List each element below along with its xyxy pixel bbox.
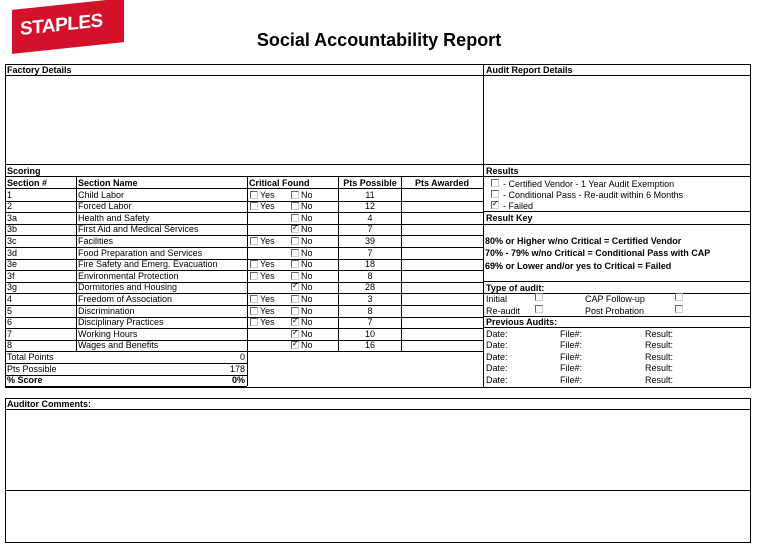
- pts-possible-value: 8: [367, 270, 373, 281]
- pts-awarded-input[interactable]: [403, 190, 481, 200]
- critical-no-checkbox[interactable]: [291, 295, 299, 303]
- pts-possible-value: 16: [364, 340, 375, 351]
- audit-type-cap-checkbox[interactable]: [675, 293, 683, 301]
- previous-audit-date: Date:: [486, 363, 508, 374]
- previous-audit-file: File#:: [560, 340, 583, 351]
- section-number: 3b: [7, 224, 18, 235]
- audit-report-details-label: Audit Report Details: [486, 65, 573, 75]
- pts-awarded-input[interactable]: [403, 317, 481, 327]
- section-number: 2: [7, 201, 13, 212]
- section-number: 7: [7, 328, 13, 339]
- section-name: Disciplinary Practices: [78, 317, 164, 328]
- section-name: First Aid and Medical Services: [78, 224, 199, 235]
- audit-type-reaudit-checkbox[interactable]: [535, 305, 543, 313]
- previous-audit-file: File#:: [560, 374, 583, 385]
- section-number: 6: [7, 317, 13, 328]
- pts-awarded-input[interactable]: [403, 282, 481, 292]
- previous-audit-result: Result:: [645, 374, 674, 385]
- critical-yes-label: Yes: [260, 235, 275, 246]
- section-name: Wages and Benefits: [78, 340, 159, 351]
- pts-possible-value: 11: [365, 189, 375, 200]
- critical-no-checkbox[interactable]: [291, 191, 299, 199]
- scoring-label: Scoring: [7, 166, 41, 176]
- col-critical-found: Critical Found: [249, 178, 310, 188]
- previous-audit-result: Result:: [645, 328, 674, 339]
- pts-possible-value: 12: [364, 201, 375, 212]
- totals-label: Pts Possible: [7, 363, 57, 374]
- result-key-line: 70% - 79% w/no Critical = Conditional Pass with CAP: [485, 248, 711, 259]
- pts-awarded-input[interactable]: [403, 248, 481, 258]
- previous-audit-date: Date:: [486, 374, 508, 385]
- critical-no-checkbox[interactable]: [291, 237, 299, 245]
- critical-no-checkbox[interactable]: [291, 330, 299, 338]
- critical-no-checkbox[interactable]: [291, 283, 299, 291]
- section-name: Child Labor: [78, 189, 125, 200]
- result-option: - Failed: [503, 200, 534, 211]
- staples-logo: STAPLES: [12, 0, 124, 54]
- pts-possible-value: 7: [367, 224, 373, 235]
- critical-no-label: No: [301, 235, 313, 246]
- critical-no-label: No: [301, 224, 313, 235]
- critical-no-checkbox[interactable]: [291, 249, 299, 257]
- critical-yes-label: Yes: [260, 305, 275, 316]
- pts-awarded-input[interactable]: [403, 306, 481, 316]
- auditor-comments-area[interactable]: [6, 410, 750, 489]
- section-name: Health and Safety: [78, 212, 150, 223]
- section-number: 5: [7, 305, 13, 316]
- critical-no-label: No: [301, 189, 313, 200]
- pts-possible-value: 4: [367, 212, 373, 223]
- result-checkbox[interactable]: [491, 201, 499, 209]
- critical-no-label: No: [301, 201, 313, 212]
- pts-possible-value: 8: [367, 305, 373, 316]
- pts-awarded-input[interactable]: [403, 201, 481, 211]
- result-option: - Certified Vendor - 1 Year Audit Exemption: [503, 178, 675, 189]
- pts-awarded-input[interactable]: [403, 213, 481, 223]
- critical-yes-label: Yes: [260, 293, 275, 304]
- col-section-name: Section Name: [78, 178, 138, 188]
- audit-type-probation-checkbox[interactable]: [675, 305, 683, 313]
- section-number: 3c: [7, 235, 17, 246]
- section-name: Dormitories and Housing: [78, 282, 178, 293]
- audit-type-reaudit-label: Re-audit: [486, 306, 521, 316]
- audit-type-initial-checkbox[interactable]: [535, 293, 543, 301]
- section-name: Working Hours: [78, 328, 138, 339]
- audit-type-probation-label: Post Probation: [585, 306, 645, 316]
- section-name: Discrimination: [78, 305, 135, 316]
- pts-possible-value: 28: [364, 282, 375, 293]
- section-number: 3d: [7, 247, 18, 258]
- critical-yes-checkbox[interactable]: [250, 202, 258, 210]
- pts-awarded-input[interactable]: [403, 340, 481, 350]
- previous-audits-label: Previous Audits:: [486, 317, 558, 327]
- pts-possible-value: 10: [364, 328, 375, 339]
- section-name: Environmental Protection: [78, 270, 179, 281]
- critical-yes-label: Yes: [260, 201, 275, 212]
- pts-awarded-input[interactable]: [403, 236, 481, 246]
- critical-no-label: No: [301, 270, 313, 281]
- critical-no-checkbox[interactable]: [291, 307, 299, 315]
- col-pts-awarded: Pts Awarded: [414, 178, 470, 188]
- previous-audit-file: File#:: [560, 328, 583, 339]
- critical-no-checkbox[interactable]: [291, 341, 299, 349]
- pts-possible-value: 7: [367, 317, 373, 328]
- audit-type-cap-label: CAP Follow-up: [585, 294, 645, 304]
- critical-no-label: No: [301, 328, 313, 339]
- critical-yes-checkbox[interactable]: [250, 237, 258, 245]
- auditor-comments-label: Auditor Comments:: [7, 399, 91, 409]
- section-number: 3g: [7, 282, 18, 293]
- critical-no-checkbox[interactable]: [291, 318, 299, 326]
- factory-details-area[interactable]: [6, 76, 482, 163]
- pts-possible-value: 3: [367, 293, 373, 304]
- factory-details-label: Factory Details: [7, 65, 72, 75]
- type-of-audit-label: Type of audit:: [486, 283, 545, 293]
- critical-no-label: No: [301, 247, 313, 258]
- section-name: Forced Labor: [78, 201, 132, 212]
- section-number: 3a: [7, 212, 18, 223]
- pts-awarded-input[interactable]: [403, 329, 481, 339]
- previous-audit-date: Date:: [486, 340, 508, 351]
- pts-awarded-input[interactable]: [403, 271, 481, 281]
- section-number: 1: [7, 189, 13, 200]
- previous-audit-result: Result:: [645, 351, 674, 362]
- pts-awarded-input[interactable]: [403, 259, 481, 269]
- pts-awarded-input[interactable]: [403, 294, 481, 304]
- pts-possible-value: 7: [367, 247, 373, 258]
- critical-no-label: No: [301, 305, 313, 316]
- critical-no-label: No: [301, 282, 313, 293]
- pts-possible-value: 18: [364, 259, 375, 270]
- critical-yes-checkbox[interactable]: [250, 295, 258, 303]
- previous-audit-date: Date:: [486, 351, 508, 362]
- section-number: 3e: [7, 259, 18, 270]
- col-section: Section #: [7, 178, 48, 188]
- critical-yes-checkbox[interactable]: [250, 191, 258, 199]
- previous-audit-result: Result:: [645, 340, 674, 351]
- result-key-label: Result Key: [486, 213, 533, 223]
- audit-type-initial-label: Initial: [486, 294, 508, 304]
- critical-yes-label: Yes: [260, 189, 275, 200]
- totals-value: 0: [239, 351, 245, 362]
- totals-label: Total Points: [7, 351, 54, 362]
- pts-possible-value: 39: [364, 235, 375, 246]
- section-number: 8: [7, 340, 13, 351]
- section-name: Fire Safety and Emerg. Evacuation: [78, 259, 218, 270]
- results-label: Results: [486, 166, 519, 176]
- critical-no-checkbox[interactable]: [291, 225, 299, 233]
- totals-label: % Score: [7, 375, 43, 386]
- audit-report-details-area[interactable]: [484, 76, 750, 163]
- critical-no-label: No: [301, 340, 313, 351]
- critical-yes-checkbox[interactable]: [250, 260, 258, 268]
- critical-yes-checkbox[interactable]: [250, 318, 258, 326]
- previous-audit-file: File#:: [560, 351, 583, 362]
- critical-no-label: No: [301, 317, 313, 328]
- critical-yes-checkbox[interactable]: [250, 307, 258, 315]
- section-number: 4: [7, 293, 13, 304]
- previous-audit-date: Date:: [486, 328, 508, 339]
- page-title: Social Accountability Report: [256, 30, 502, 50]
- critical-yes-checkbox[interactable]: [250, 272, 258, 280]
- result-key-line: 69% or Lower and/or yes to Critical = Failed: [485, 260, 672, 271]
- previous-audit-result: Result:: [645, 363, 674, 374]
- result-option: - Conditional Pass - Re-audit within 6 Months: [503, 189, 684, 200]
- critical-no-label: No: [301, 259, 313, 270]
- result-checkbox[interactable]: [491, 179, 499, 187]
- col-pts-possible: Pts Possible: [343, 178, 397, 188]
- section-name: Facilities: [78, 235, 114, 246]
- pts-awarded-input[interactable]: [403, 224, 481, 234]
- section-name: Food Preparation and Services: [78, 247, 203, 258]
- critical-no-checkbox[interactable]: [291, 202, 299, 210]
- critical-no-label: No: [301, 293, 313, 304]
- totals-value: 0%: [231, 375, 245, 386]
- critical-no-checkbox[interactable]: [291, 214, 299, 222]
- result-key-line: 80% or Higher w/no Critical = Certified Vendor: [485, 236, 682, 246]
- critical-yes-label: Yes: [260, 270, 275, 281]
- result-checkbox[interactable]: [491, 190, 499, 198]
- critical-no-checkbox[interactable]: [291, 260, 299, 268]
- critical-no-label: No: [301, 212, 313, 223]
- section-number: 3f: [7, 270, 15, 281]
- critical-no-checkbox[interactable]: [291, 272, 299, 280]
- previous-audit-file: File#:: [560, 363, 583, 374]
- critical-yes-label: Yes: [260, 259, 275, 270]
- totals-value: 178: [229, 363, 245, 374]
- section-name: Freedom of Association: [78, 293, 173, 304]
- critical-yes-label: Yes: [260, 317, 275, 328]
